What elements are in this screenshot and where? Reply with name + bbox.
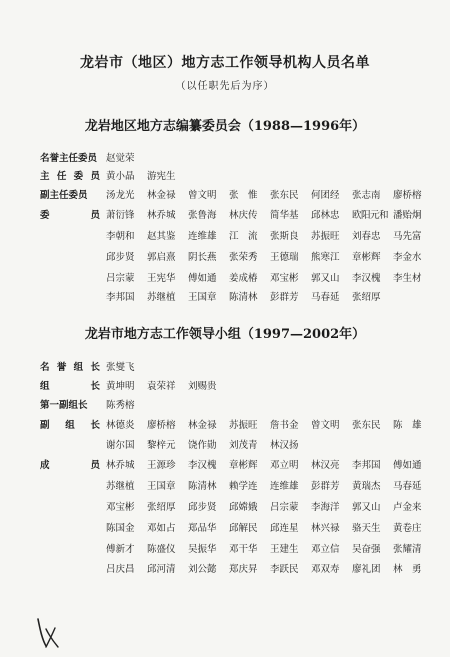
member-name: 陈清林	[229, 292, 258, 303]
member-name: 王源珍	[147, 460, 176, 471]
member-name: 李朝和	[106, 231, 135, 242]
member-name: 张斯良	[270, 231, 299, 242]
member-name: 邓双寿	[311, 564, 340, 575]
member-name: 马春延	[311, 292, 340, 303]
member-name: 赵其鉴	[147, 231, 176, 242]
member-name: 邱解民	[229, 523, 258, 534]
member-names	[106, 378, 229, 392]
member-name: 林兴禄	[311, 523, 340, 534]
role-label: 名誉主任委员	[40, 153, 98, 164]
member-name: 游宪生	[147, 171, 176, 182]
member-name: 郑品华	[188, 523, 217, 534]
member-names	[106, 478, 434, 492]
member-name: 王国章	[147, 481, 176, 492]
roster-row	[40, 437, 440, 454]
member-names	[106, 541, 434, 555]
member-name: 卢金来	[393, 502, 422, 513]
member-name: 王国章	[188, 292, 217, 303]
role-label: 第一副组长	[40, 400, 88, 411]
member-name: 刘茂青	[229, 440, 258, 451]
member-name: 廖礼团	[352, 564, 381, 575]
member-name: 吕宗蒙	[270, 502, 299, 513]
role-label: 名 誉 组 长	[40, 362, 100, 373]
member-name: 王德瑞	[270, 252, 299, 263]
member-name: 林 勇	[393, 564, 422, 575]
member-name: 邱连星	[270, 523, 299, 534]
member-name: 林金禄	[147, 190, 176, 201]
member-name: 江 流	[229, 231, 258, 242]
member-name: 王建生	[270, 544, 299, 555]
member-name: 章彬辉	[352, 252, 381, 263]
member-name: 傅如通	[188, 273, 217, 284]
roster-row	[40, 478, 440, 495]
roster-row	[40, 561, 440, 578]
role-label: 委 员	[40, 210, 100, 221]
member-name: 郭又山	[352, 502, 381, 513]
member-names	[106, 249, 434, 263]
member-name: 邱林忠	[311, 210, 340, 221]
member-name: 李汉槐	[188, 460, 217, 471]
member-name: 彭群芳	[270, 292, 299, 303]
member-name: 郭又山	[311, 273, 340, 284]
member-name: 欧阳元和	[352, 210, 389, 221]
member-names	[106, 168, 188, 182]
member-name: 彭群芳	[311, 481, 340, 492]
member-names	[106, 397, 147, 411]
member-names	[106, 187, 434, 201]
member-name: 廖桥榕	[147, 420, 176, 431]
document-subtitle: （以任职先后为序）	[175, 81, 275, 92]
roster-row	[40, 187, 440, 204]
roster-row	[40, 520, 440, 537]
member-name: 萧衍锋	[106, 210, 135, 221]
member-name: 林汉亮	[311, 460, 340, 471]
roster-row	[40, 397, 440, 414]
member-names	[106, 520, 434, 534]
member-name: 林金禄	[188, 420, 217, 431]
member-name: 吴奋强	[352, 544, 381, 555]
section-heading: 龙岩地区地方志编纂委员会（1988—1996年）	[84, 119, 366, 134]
member-name: 张 惟	[229, 190, 258, 201]
member-name: 吕宗蒙	[106, 273, 135, 284]
member-name: 简华基	[270, 210, 299, 221]
member-name: 邓宝彬	[270, 273, 299, 284]
member-name: 曾文明	[311, 420, 340, 431]
member-name: 王宪华	[147, 273, 176, 284]
member-names	[106, 150, 147, 164]
member-name: 张燮飞	[106, 362, 135, 373]
member-name: 邓立信	[311, 544, 340, 555]
role-label: 副 组 长	[40, 420, 100, 431]
member-names	[106, 228, 434, 242]
member-name: 邱步贤	[188, 502, 217, 513]
member-name: 马春延	[393, 481, 422, 492]
member-name: 刘赐贵	[188, 381, 217, 392]
member-name: 张志南	[352, 190, 381, 201]
member-name: 张东民	[352, 420, 381, 431]
member-name: 张耀清	[393, 544, 422, 555]
member-name: 赖学连	[229, 481, 258, 492]
member-name: 邓如占	[147, 523, 176, 534]
member-name: 阴长燕	[188, 252, 217, 263]
member-name: 谢尔国	[106, 440, 135, 451]
member-name: 袁荣祥	[147, 381, 176, 392]
role-label: 组 长	[40, 381, 100, 392]
roster-row	[40, 359, 440, 376]
member-name: 刘春忠	[352, 231, 381, 242]
member-name: 曾文明	[188, 190, 217, 201]
roster-row	[40, 417, 440, 434]
member-name: 林汉扬	[270, 440, 299, 451]
member-name: 张荣秀	[229, 252, 258, 263]
member-name: 李金水	[393, 252, 422, 263]
member-name: 张东民	[270, 190, 299, 201]
member-name: 苏振旺	[311, 231, 340, 242]
member-name: 邱嫦娥	[229, 502, 258, 513]
member-name: 刘公懿	[188, 564, 217, 575]
member-name: 苏继植	[147, 292, 176, 303]
member-name: 李邦国	[352, 460, 381, 471]
member-name: 马先富	[393, 231, 422, 242]
member-name: 骆天生	[352, 523, 381, 534]
member-name: 李跃民	[270, 564, 299, 575]
member-name: 傅新才	[106, 544, 135, 555]
document-title: 龙岩市（地区）地方志工作领导机构人员名单	[80, 55, 370, 71]
member-name: 黄卷庄	[393, 523, 422, 534]
member-names	[106, 437, 311, 451]
member-names	[106, 359, 147, 373]
member-name: 吕庆昌	[106, 564, 135, 575]
member-name: 詹书金	[270, 420, 299, 431]
member-name: 李邦国	[106, 292, 135, 303]
member-names	[106, 499, 434, 513]
member-names	[106, 561, 434, 575]
member-name: 吴振华	[188, 544, 217, 555]
member-name: 傅如通	[393, 460, 422, 471]
roster-row	[40, 207, 440, 224]
member-name: 潘贻炯	[393, 210, 422, 221]
member-name: 林乔城	[106, 460, 135, 471]
member-name: 邓宝彬	[106, 502, 135, 513]
member-name: 汤龙光	[106, 190, 135, 201]
role-label: 成 员	[40, 460, 100, 471]
member-name: 黄小晶	[106, 171, 135, 182]
roster-row	[40, 378, 440, 395]
roster-row	[40, 499, 440, 516]
roster-row	[40, 289, 440, 306]
member-name: 林乔城	[147, 210, 176, 221]
member-name: 张鲁海	[188, 210, 217, 221]
member-name: 廖桥榕	[393, 190, 422, 201]
member-name: 章彬辉	[229, 460, 258, 471]
member-names	[106, 417, 434, 431]
member-names	[106, 207, 434, 221]
member-name: 李汉槐	[352, 273, 381, 284]
member-name: 郑庆昇	[229, 564, 258, 575]
member-name: 邓干华	[229, 544, 258, 555]
member-name: 何团经	[311, 190, 340, 201]
member-name: 张绍厚	[352, 292, 381, 303]
member-name: 黎梓元	[147, 440, 176, 451]
member-name: 苏振旺	[229, 420, 258, 431]
roster-row	[40, 249, 440, 266]
member-name: 姜成椿	[229, 273, 258, 284]
member-name: 赵觉荣	[106, 153, 135, 164]
member-name: 陈 雄	[393, 420, 422, 431]
section-heading: 龙岩市地方志工作领导小组（1997—2002年）	[84, 327, 366, 342]
member-names	[106, 270, 434, 284]
member-names	[106, 289, 393, 303]
roster-row	[40, 541, 440, 558]
member-name: 熊寒江	[311, 252, 340, 263]
member-name: 李海洋	[311, 502, 340, 513]
member-name: 黄坤明	[106, 381, 135, 392]
roster-row	[40, 457, 440, 474]
member-name: 陈清林	[188, 481, 217, 492]
roster-row	[40, 150, 440, 167]
roster-row	[40, 228, 440, 245]
role-label: 副主任委员	[40, 190, 88, 201]
member-name: 李生材	[393, 273, 422, 284]
member-name: 陈国金	[106, 523, 135, 534]
role-label: 主 任 委 员	[40, 171, 100, 182]
member-name: 陈盛仪	[147, 544, 176, 555]
member-name: 苏继植	[106, 481, 135, 492]
roster-row	[40, 168, 440, 185]
member-name: 连维雄	[270, 481, 299, 492]
member-name: 张绍厚	[147, 502, 176, 513]
member-name: 林庆传	[229, 210, 258, 221]
member-name: 连维雄	[188, 231, 217, 242]
member-name: 邓立明	[270, 460, 299, 471]
member-names	[106, 457, 434, 471]
member-name: 郭启熹	[147, 252, 176, 263]
member-name: 邱步贤	[106, 252, 135, 263]
handwritten-mark	[34, 615, 60, 649]
member-name: 陈秀榕	[106, 400, 135, 411]
member-name: 饶作勋	[188, 440, 217, 451]
member-name: 黄瑞杰	[352, 481, 381, 492]
roster-row	[40, 270, 440, 287]
member-name: 邱河清	[147, 564, 176, 575]
member-name: 林德炎	[106, 420, 135, 431]
